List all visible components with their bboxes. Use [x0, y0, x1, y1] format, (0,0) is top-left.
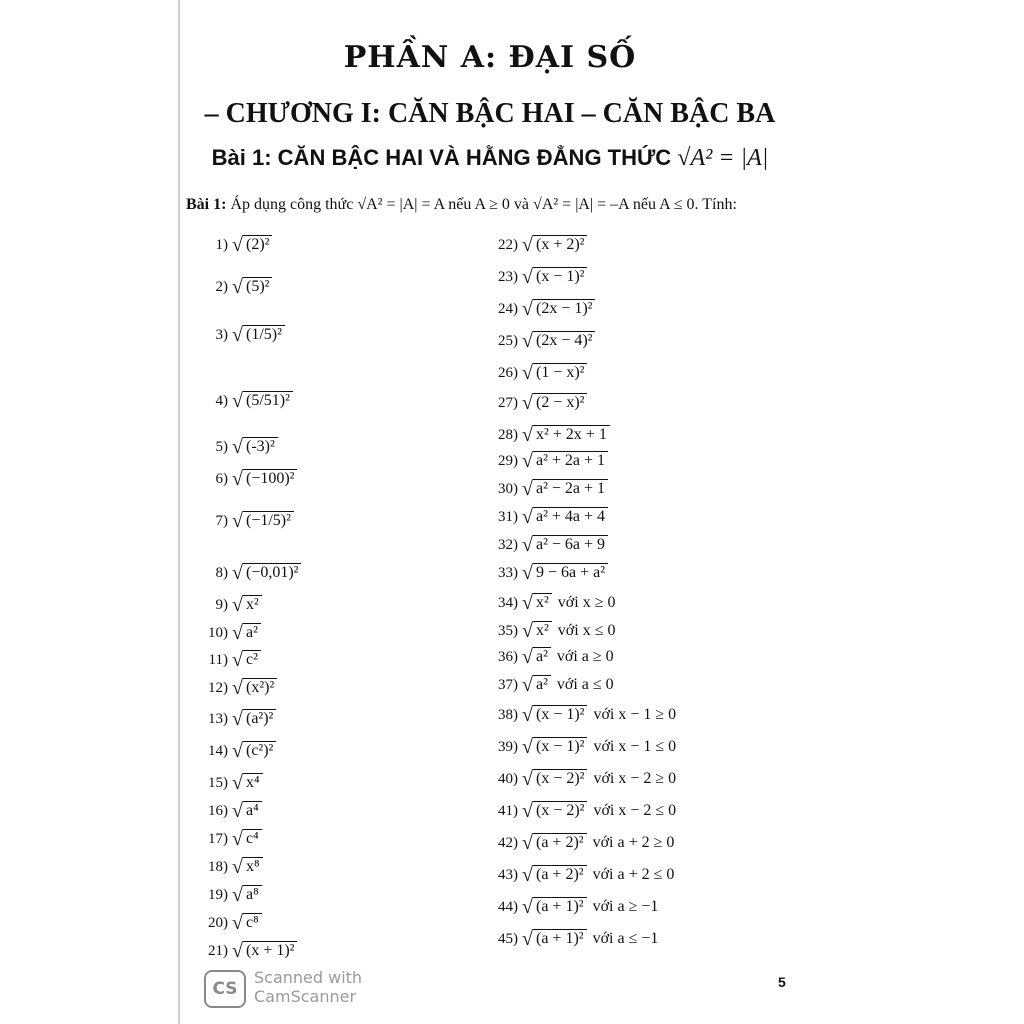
exercise-item [476, 532, 608, 555]
radicand: 9 − 6a + a² [533, 563, 608, 581]
radical-expression [232, 508, 294, 531]
square-root-sign: √ [522, 646, 533, 668]
radicand: (2)² [243, 235, 272, 253]
exercise-number: 9) [215, 597, 228, 613]
exercise-number: 35) [498, 623, 518, 639]
exercise-item [476, 232, 587, 255]
radicand: a² − 2a + 1 [533, 479, 608, 497]
radical-expression [522, 560, 608, 583]
radical-expression [522, 296, 595, 319]
square-root-sign: √ [522, 736, 533, 758]
radical-expression [232, 910, 262, 933]
exercise-number: 37) [498, 677, 518, 693]
radicand: (a + 2)² [533, 865, 587, 883]
exercise-item [186, 388, 293, 411]
instruction-label: Bài 1: [186, 196, 227, 213]
square-root-sign: √ [232, 884, 243, 906]
exercise-number: 6) [215, 471, 228, 487]
exercise-item [186, 620, 261, 643]
radical-expression [232, 274, 272, 297]
radicand: (x − 2)² [533, 769, 587, 787]
exercise-number: 30) [498, 481, 518, 497]
exercise-number: 29) [498, 453, 518, 469]
radicand: (c²)² [243, 741, 276, 759]
radical-expression [232, 738, 276, 761]
radical-expression [232, 854, 263, 877]
exercise-number: 5) [215, 439, 228, 455]
exercise-number: 10) [208, 625, 228, 641]
exercise-item [476, 328, 595, 351]
exercise-item [186, 560, 301, 583]
exercise-instruction [186, 196, 737, 214]
exercise-number: 20) [208, 915, 228, 931]
square-root-sign: √ [232, 856, 243, 878]
radicand: a² + 2a + 1 [533, 451, 608, 469]
square-root-sign: √ [232, 390, 243, 412]
radicand: (x²)² [243, 678, 277, 696]
radicand: (x − 1)² [533, 267, 587, 285]
square-root-sign: √ [232, 324, 243, 346]
square-root-sign: √ [522, 704, 533, 726]
radicand: c⁴ [243, 829, 262, 847]
radicand: (a + 1)² [533, 929, 587, 947]
radical-expression [522, 702, 587, 725]
radical-expression [522, 590, 552, 613]
exercise-item [186, 706, 276, 729]
exercise-item [476, 296, 595, 319]
radicand: x² [533, 621, 552, 639]
exercise-number: 3) [215, 327, 228, 343]
exercise-number: 36) [498, 649, 518, 665]
radical-expression [522, 766, 587, 789]
exercise-condition: với a + 2 ≥ 0 [592, 834, 675, 851]
radicand: (x + 2)² [533, 235, 587, 253]
square-root-sign: √ [232, 940, 243, 962]
radical-expression [522, 504, 608, 527]
radicand: (x − 1)² [533, 705, 587, 723]
radicand: (1/5)² [243, 325, 285, 343]
square-root-sign: √ [522, 768, 533, 790]
radicand: (−1/5)² [243, 511, 294, 529]
radicand: (2 − x)² [533, 393, 587, 411]
radical-expression [522, 894, 587, 917]
exercise-number: 18) [208, 859, 228, 875]
exercise-item [186, 232, 272, 255]
radical-expression [232, 620, 261, 643]
exercise-item [186, 675, 277, 698]
radicand: a² [533, 675, 551, 693]
exercise-number: 1) [215, 237, 228, 253]
radical-expression [522, 422, 610, 445]
exercise-item [476, 560, 608, 583]
exercise-condition: với a ≥ −1 [592, 898, 659, 915]
scanned-line-2: CamScanner [254, 987, 357, 1006]
square-root-sign: √ [232, 468, 243, 490]
instruction-text: Áp dụng công thức √A² = |A| = A nếu A ≥ 0 và √A² = |A| = –A nếu A ≤ 0. Tính: [230, 196, 737, 213]
radical-expression [522, 644, 551, 667]
exercise-item [186, 434, 278, 457]
exercise-item [186, 508, 294, 531]
radical-expression [522, 328, 595, 351]
radicand: x⁸ [243, 857, 263, 875]
radical-expression [522, 830, 587, 853]
radical-expression [232, 647, 261, 670]
radicand: (2x − 4)² [533, 331, 595, 349]
radical-expression [232, 560, 301, 583]
exercise-number: 23) [498, 269, 518, 285]
radical-expression [232, 770, 263, 793]
exercise-condition: với a ≤ −1 [592, 930, 659, 947]
scanned-with-watermark [254, 968, 362, 1006]
square-root-sign: √ [232, 740, 243, 762]
square-root-sign: √ [522, 562, 533, 584]
radical-expression [232, 882, 262, 905]
radical-expression [522, 862, 587, 885]
exercise-item [476, 766, 676, 789]
exercise-item [476, 476, 608, 499]
exercise-number: 28) [498, 427, 518, 443]
exercise-number: 19) [208, 887, 228, 903]
square-root-sign: √ [522, 832, 533, 854]
radicand: x² [533, 593, 552, 611]
exercise-item [186, 738, 276, 761]
exercise-number: 17) [208, 831, 228, 847]
square-root-sign: √ [232, 276, 243, 298]
radicand: (-3)² [243, 437, 278, 455]
square-root-sign: √ [232, 912, 243, 934]
exercise-item [476, 360, 587, 383]
radicand: (a + 2)² [533, 833, 587, 851]
exercise-number: 40) [498, 771, 518, 787]
square-root-sign: √ [522, 362, 533, 384]
exercise-item [476, 264, 587, 287]
radical-expression [522, 390, 587, 413]
exercise-number: 31) [498, 509, 518, 525]
exercise-number: 33) [498, 565, 518, 581]
exercise-condition: với a ≤ 0 [556, 676, 614, 693]
exercise-item [476, 504, 608, 527]
radical-expression [232, 434, 278, 457]
exercise-item [186, 770, 263, 793]
square-root-sign: √ [522, 506, 533, 528]
square-root-sign: √ [522, 330, 533, 352]
radical-expression [522, 360, 587, 383]
radical-expression [522, 798, 587, 821]
square-root-sign: √ [232, 562, 243, 584]
exercise-item [186, 854, 263, 877]
radical-expression [232, 706, 276, 729]
radical-expression [522, 532, 608, 555]
radical-expression [232, 232, 272, 255]
radical-expression [522, 926, 587, 949]
radical-expression [232, 826, 262, 849]
exercise-item [476, 862, 674, 885]
exercise-number: 15) [208, 775, 228, 791]
exercise-condition: với x ≥ 0 [557, 594, 616, 611]
exercise-number: 14) [208, 743, 228, 759]
radical-expression [232, 592, 262, 615]
exercise-item [476, 644, 614, 667]
camscanner-logo: CS [204, 970, 246, 1008]
square-root-sign: √ [232, 510, 243, 532]
exercise-item [186, 466, 297, 489]
radicand: (−0,01)² [243, 563, 301, 581]
lesson-title [0, 145, 980, 172]
exercise-item [186, 274, 272, 297]
square-root-sign: √ [522, 234, 533, 256]
radicand: a² + 4a + 4 [533, 507, 608, 525]
square-root-sign: √ [232, 708, 243, 730]
exercise-number: 13) [208, 711, 228, 727]
square-root-sign: √ [522, 800, 533, 822]
radicand: (x − 2)² [533, 801, 587, 819]
radical-expression [232, 675, 277, 698]
radical-expression [232, 388, 293, 411]
lesson-title-formula: √A² = |A| [677, 145, 769, 171]
radical-expression [522, 734, 587, 757]
square-root-sign: √ [232, 828, 243, 850]
exercise-number: 4) [215, 393, 228, 409]
exercise-item [186, 882, 262, 905]
exercise-condition: với a ≥ 0 [556, 648, 614, 665]
exercise-number: 43) [498, 867, 518, 883]
radicand: (5)² [243, 277, 272, 295]
square-root-sign: √ [522, 592, 533, 614]
exercise-number: 44) [498, 899, 518, 915]
exercise-number: 45) [498, 931, 518, 947]
exercise-item [476, 894, 658, 917]
radicand: c² [243, 650, 261, 668]
exercise-item [476, 590, 615, 613]
square-root-sign: √ [522, 450, 533, 472]
radicand: x² + 2x + 1 [533, 425, 610, 443]
radical-expression [232, 466, 297, 489]
exercise-condition: với a + 2 ≤ 0 [592, 866, 675, 883]
radicand: a² [243, 623, 261, 641]
exercise-number: 42) [498, 835, 518, 851]
exercise-item [186, 647, 261, 670]
square-root-sign: √ [232, 436, 243, 458]
page-number: 5 [778, 974, 786, 990]
radicand: a² [533, 647, 551, 665]
exercise-condition: với x − 1 ≤ 0 [593, 738, 677, 755]
exercise-item [476, 926, 658, 949]
square-root-sign: √ [522, 896, 533, 918]
radicand: a² − 6a + 9 [533, 535, 608, 553]
exercise-number: 25) [498, 333, 518, 349]
part-title: PHẦN A: ĐẠI SỐ [343, 40, 637, 75]
exercise-item [476, 702, 676, 725]
radical-expression [522, 232, 587, 255]
radicand: (5/51)² [243, 391, 293, 409]
exercise-number: 11) [208, 652, 228, 668]
exercise-number: 27) [498, 395, 518, 411]
radical-expression [232, 798, 262, 821]
exercise-number: 38) [498, 707, 518, 723]
exercise-number: 12) [208, 680, 228, 696]
square-root-sign: √ [232, 622, 243, 644]
exercise-item [476, 390, 587, 413]
exercise-item [476, 448, 608, 471]
square-root-sign: √ [522, 424, 533, 446]
exercise-item [186, 910, 262, 933]
radical-expression [522, 476, 608, 499]
exercise-number: 2) [215, 279, 228, 295]
square-root-sign: √ [522, 392, 533, 414]
radical-expression [232, 938, 297, 961]
square-root-sign: √ [232, 649, 243, 671]
exercise-number: 24) [498, 301, 518, 317]
exercise-number: 39) [498, 739, 518, 755]
exercise-item [186, 798, 262, 821]
exercise-item [476, 672, 614, 695]
lesson-title-text: Bài 1: CĂN BẬC HAI VÀ HẰNG ĐẲNG THỨC [211, 145, 672, 170]
square-root-sign: √ [522, 266, 533, 288]
square-root-sign: √ [522, 298, 533, 320]
exercise-number: 26) [498, 365, 518, 381]
radicand: (x − 1)² [533, 737, 587, 755]
exercise-number: 21) [208, 943, 228, 959]
radicand: x² [243, 595, 262, 613]
exercise-number: 41) [498, 803, 518, 819]
radicand: (2x − 1)² [533, 299, 595, 317]
exercise-condition: với x − 2 ≤ 0 [593, 802, 677, 819]
radicand: c⁸ [243, 913, 262, 931]
square-root-sign: √ [522, 478, 533, 500]
exercise-number: 16) [208, 803, 228, 819]
square-root-sign: √ [522, 928, 533, 950]
exercise-item [476, 798, 676, 821]
exercise-condition: với x − 1 ≥ 0 [593, 706, 677, 723]
exercise-item [476, 422, 610, 445]
square-root-sign: √ [522, 674, 533, 696]
exercise-number: 22) [498, 237, 518, 253]
radicand: a⁴ [243, 801, 262, 819]
radical-expression [522, 448, 608, 471]
exercise-item [186, 826, 262, 849]
square-root-sign: √ [232, 234, 243, 256]
exercise-item [186, 322, 285, 345]
square-root-sign: √ [232, 800, 243, 822]
square-root-sign: √ [522, 620, 533, 642]
exercise-condition: với x − 2 ≥ 0 [593, 770, 677, 787]
radicand: (a²)² [243, 709, 276, 727]
square-root-sign: √ [232, 594, 243, 616]
exercise-number: 7) [215, 513, 228, 529]
square-root-sign: √ [232, 677, 243, 699]
exercise-condition: với x ≤ 0 [557, 622, 616, 639]
radical-expression [232, 322, 285, 345]
radical-expression [522, 264, 587, 287]
radicand: (x + 1)² [243, 941, 297, 959]
radicand: x⁴ [243, 773, 263, 791]
radical-expression [522, 672, 551, 695]
exercise-item [476, 618, 615, 641]
exercise-item [476, 734, 676, 757]
exercise-item [186, 592, 262, 615]
square-root-sign: √ [522, 534, 533, 556]
scanned-line-1: Scanned with [254, 968, 363, 987]
exercise-number: 32) [498, 537, 518, 553]
exercise-number: 34) [498, 595, 518, 611]
exercise-number: 8) [215, 565, 228, 581]
exercise-item [476, 830, 674, 853]
radicand: (a + 1)² [533, 897, 587, 915]
radicand: a⁸ [243, 885, 262, 903]
radicand: (1 − x)² [533, 363, 587, 381]
radicand: (−100)² [243, 469, 297, 487]
chapter-title: – CHƯƠNG I: CĂN BẬC HAI – CĂN BẬC BA [204, 98, 776, 129]
square-root-sign: √ [232, 772, 243, 794]
radical-expression [522, 618, 552, 641]
exercise-item [186, 938, 297, 961]
square-root-sign: √ [522, 864, 533, 886]
